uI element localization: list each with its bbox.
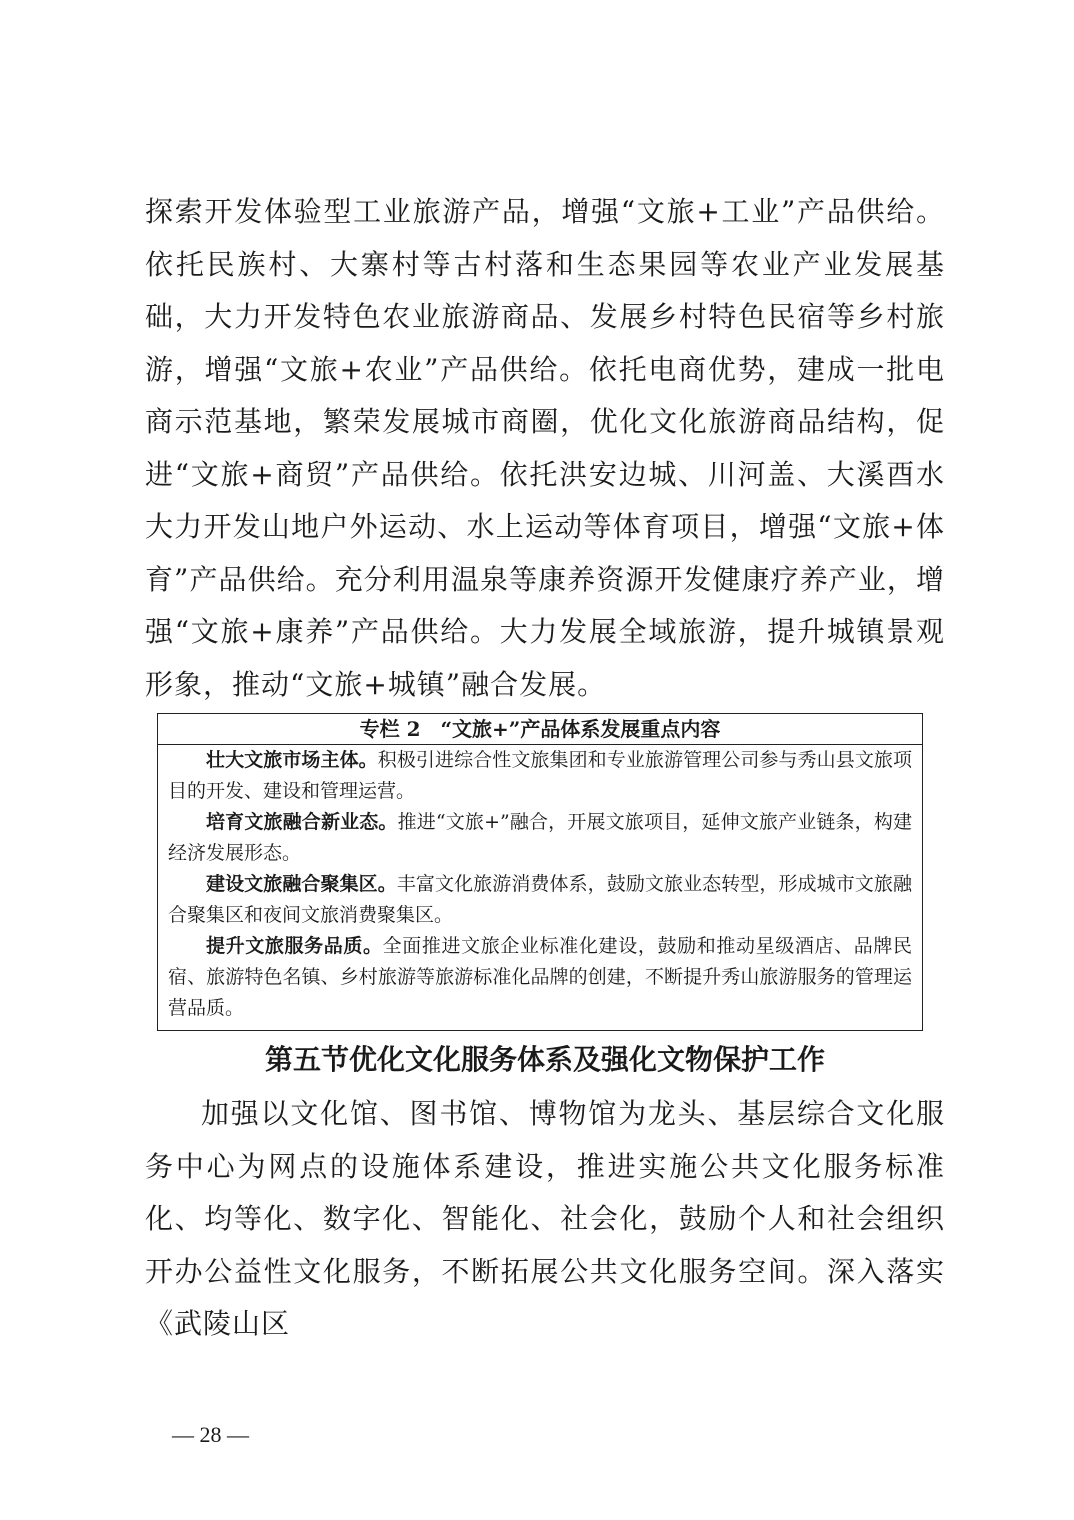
column-item-lead: 建设文旅融合聚集区。 [206, 873, 397, 895]
column-item-text: 丰富文化旅游消费体系，鼓励文旅业态转型，形成城市文旅融合聚集区和夜间文旅消费聚集区。 [168, 873, 912, 926]
body-paragraph-top: 探索开发体验型工业旅游产品，增强“文旅+工业”产品供给。依托民族村、大寨村等古村落和生态果园等农业产业发展基础，大力开发特色农业旅游商品、发展乡村特色民宿等乡村旅游，增强“文旅+农业”产品供给。依托电商优势，建成一批电商示范基地，繁荣发展城市商圈，优化文化旅游商品结构，促进“文旅+商贸”产品供给。依托洪安边城、川河盖、大溪酉水大力开发山地户外运动、水上运动等体育项目，增强“文旅+体育”产品供给。充分利用温泉等康养资源开发健康疗养产业，增强“文旅+康养”产品供给。大力发展全域旅游，提升城镇景观形象，推动“文旅+城镇”融合发展。 [145, 195, 945, 701]
column-item-text: 积极引进综合性文旅集团和专业旅游管理公司参与秀山县文旅项目的开发、建设和管理运营。 [168, 749, 912, 802]
column-item [168, 745, 912, 807]
column-item-text: 全面推进文旅企业标准化建设，鼓励和推动星级酒店、品牌民宿、旅游特色名镇、乡村旅游等旅游标准化品牌的创建，不断提升秀山旅游服务的管理运营品质。 [168, 935, 912, 1019]
column-item-lead: 培育文旅融合新业态。 [206, 811, 398, 833]
column-item [168, 869, 912, 931]
page-number: — 28 — [172, 1422, 249, 1447]
column-item [168, 931, 912, 1024]
body-paragraph-bottom: 加强以文化馆、图书馆、博物馆为龙头、基层综合文化服务中心为网点的设施体系建设，推进实施公共文化服务标准化、均等化、数字化、智能化、社会化，鼓励个人和社会组织开办公益性文化服务，不断拓展公共文化服务空间。深入落实《武陵山区 [145, 1097, 945, 1340]
column-title: 专栏 2 “文旅+”产品体系发展重点内容 [158, 714, 922, 745]
section-heading: 第五节优化文化服务体系及强化文物保护工作 [264, 1043, 825, 1076]
column-item-text: 推进“文旅+”融合，开展文旅项目，延伸文旅产业链条，构建经济发展形态。 [168, 811, 912, 864]
column-box [157, 713, 923, 1031]
column-item-lead: 壮大文旅市场主体。 [206, 749, 378, 771]
column-item [168, 807, 912, 869]
column-item-lead: 提升文旅服务品质。 [206, 935, 383, 957]
